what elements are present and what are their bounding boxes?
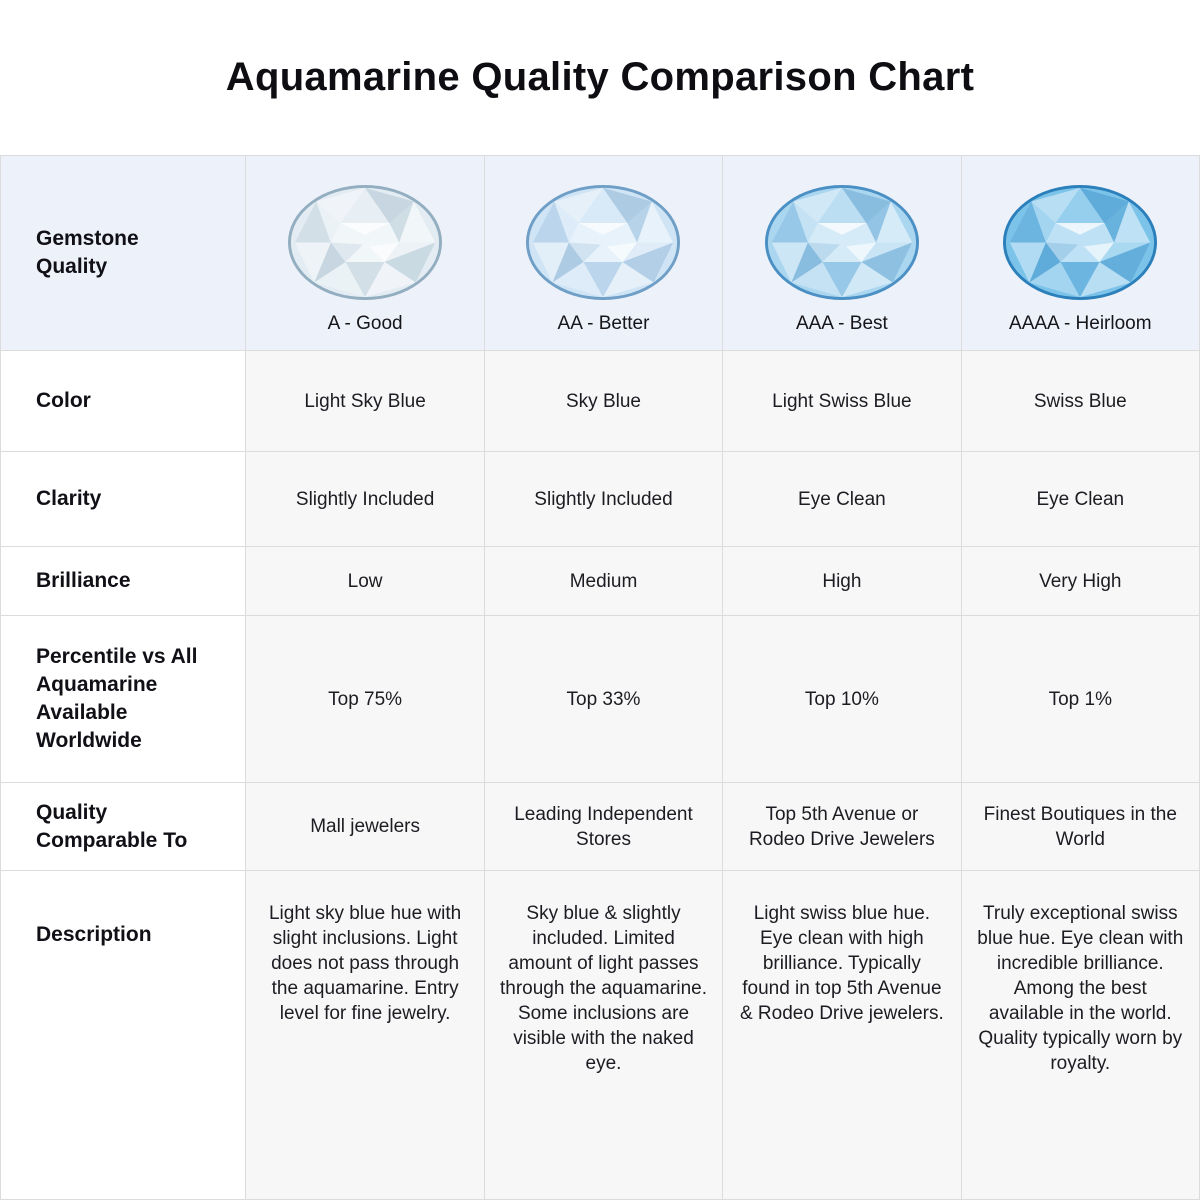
- percentile-cell-aaa: Top 10%: [723, 616, 961, 783]
- comparable-cell-aaa: Top 5th Avenue or Rodeo Drive Jewelers: [723, 783, 961, 871]
- clarity-cell-aaa: Eye Clean: [723, 452, 961, 547]
- brilliance-cell-aaaa: Very High: [961, 547, 1199, 616]
- color-cell-a: Light Sky Blue: [246, 351, 484, 452]
- brilliance-cell-aaa: High: [723, 547, 961, 616]
- row-label-description: Description: [1, 871, 246, 1200]
- page-title: Aquamarine Quality Comparison Chart: [225, 55, 975, 99]
- grade-label-aaaa: AAAA - Heirloom: [1009, 313, 1152, 334]
- description-cell-aa: Sky blue & slightly included. Limited amount of light passes through the aquamarine. Some inclusions are visible with the naked eye.: [484, 871, 722, 1200]
- table-header-row: [1, 156, 1200, 351]
- comparison-table: [0, 155, 1200, 1200]
- brilliance-cell-a: Low: [246, 547, 484, 616]
- gem-column-a: [246, 156, 484, 351]
- grade-label-a: A - Good: [327, 313, 403, 334]
- comparable-cell-aaaa: Finest Boutiques in the World: [961, 783, 1199, 871]
- color-cell-aaa: Light Swiss Blue: [723, 351, 961, 452]
- brilliance-cell-aa: Medium: [484, 547, 722, 616]
- clarity-cell-aaaa: Eye Clean: [961, 452, 1199, 547]
- color-cell-aa: Sky Blue: [484, 351, 722, 452]
- page-header: [0, 0, 1200, 155]
- row-label-clarity: Clarity: [1, 452, 246, 547]
- comparable-cell-aa: Leading Independent Stores: [484, 783, 722, 871]
- percentile-cell-aaaa: Top 1%: [961, 616, 1199, 783]
- gem-column-aaa: [723, 156, 961, 351]
- row-label-percentile: Percentile vs All Aquamarine Available Worldwide: [1, 616, 246, 783]
- color-cell-aaaa: Swiss Blue: [961, 351, 1199, 452]
- grade-label-aaa: AAA - Best: [795, 313, 888, 334]
- table-row-description: [1, 871, 1200, 1200]
- table-row-color: [1, 351, 1200, 452]
- row-label-color: Color: [1, 351, 246, 452]
- table-row-brilliance: [1, 547, 1200, 616]
- description-cell-a: Light sky blue hue with slight inclusions. Light does not pass through the aquamarine. Entry level for fine jewelry.: [246, 871, 484, 1200]
- gem-column-aa: [484, 156, 722, 351]
- aquamarine-gem-aaaa-image: [1002, 184, 1158, 301]
- table-row-percentile: [1, 616, 1200, 783]
- percentile-cell-a: Top 75%: [246, 616, 484, 783]
- aquamarine-gem-aaa-image: [764, 184, 920, 301]
- comparable-cell-a: Mall jewelers: [246, 783, 484, 871]
- percentile-cell-aa: Top 33%: [484, 616, 722, 783]
- row-label-brilliance: Brilliance: [1, 547, 246, 616]
- row-label-gemstone-quality: Gemstone Quality: [1, 156, 246, 351]
- aquamarine-gem-a-image: [287, 184, 443, 301]
- aquamarine-gem-aa-image: [525, 184, 681, 301]
- clarity-cell-aa: Slightly Included: [484, 452, 722, 547]
- table-row-quality-comparable-to: [1, 783, 1200, 871]
- grade-label-aa: AA - Better: [557, 313, 650, 334]
- row-label-quality-comparable-to: Quality Comparable To: [1, 783, 246, 871]
- description-cell-aaaa: Truly exceptional swiss blue hue. Eye clean with incredible brilliance. Among the best available in the world. Quality typically worn by royalty.: [961, 871, 1199, 1200]
- table-row-clarity: [1, 452, 1200, 547]
- gem-column-aaaa: [961, 156, 1199, 351]
- clarity-cell-a: Slightly Included: [246, 452, 484, 547]
- description-cell-aaa: Light swiss blue hue. Eye clean with high brilliance. Typically found in top 5th Avenue & Rodeo Drive jewelers.: [723, 871, 961, 1200]
